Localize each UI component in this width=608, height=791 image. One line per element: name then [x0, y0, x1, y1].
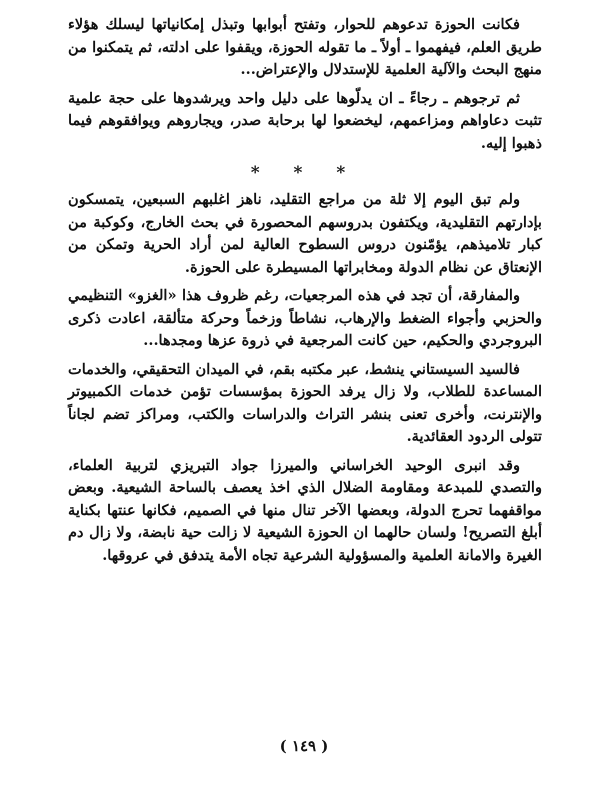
paragraph-2: [68, 88, 542, 156]
paragraph-3-text: ولم تبق اليوم إلا ثلة من مراجع التقليد، ناهز اغلبهم السبعين، يتمسكون بإدارتهم التقليدية، ويكتفون بدروسهم المحصورة في بحث الخارج، وكوكبة من كبار تلاميذهم، يؤمّنون دروس السطوح العالية لمن أراد الحرية وتمكن من الإنعتاق عن نظام الدولة ومخابراتها المسيطرة على الحوزة.: [68, 191, 542, 276]
paragraph-1-text: فكانت الحوزة تدعوهم للحوار، وتفتح أبوابها وتبذل إمكانياتها ليسلك هؤلاء طريق العلم، فيفهموا ـ أولاً ـ ما تقوله الحوزة، ويقفوا على ادلته، ثم يتمكنوا من منهج البحث والآلية العلمية للإستدلال والإعتراض...: [68, 16, 542, 78]
paragraph-6: [68, 455, 542, 568]
paragraph-6-text: وقد انبرى الوحيد الخراساني والميرزا جواد التبريزي لتربية العلماء، والتصدي للمبدعة ومقاومة الضلال الذي اخذ يعصف بالساحة الشيعية. وبعض مواقفهما تحرج الدولة، وبعضها الآخر تنال منها في الصميم، فكانها عنتها بكناية أبلغ التصريح! ولسان حالهما ان الحوزة الشيعية لا زالت حية نابضة، ولا زال دم الغيرة والامانة العلمية والمسؤولية الشرعية تجاه الأمة يتدفق في عروقها.: [68, 456, 542, 564]
paragraph-5-text: فالسيد السيستاني ينشط، عبر مكتبه بقم، في الميدان التحقيقي، والخدمات المساعدة للطلاب، ولا زال يرفد الحوزة بمؤسسات تؤمن خدمات الكمبيوتر والإنترنت، وأخرى تعنى بنشر التراث والدراسات والكتب، ومراكز تضم لجاناً تتولى الردود العقائدية.: [68, 360, 542, 445]
paragraph-5: [68, 359, 542, 449]
paragraph-1: [68, 14, 542, 82]
page-number: ( ١٤٩ ): [279, 737, 329, 755]
paragraph-3: [68, 189, 542, 279]
paragraph-4-text: والمفارقة، أن تجد في هذه المرجعيات، رغم ظروف هذا «الغزو» التنظيمي والحزبي وأجواء الضغط والإرهاب، نشاطاً وزخماً وحركة متألقة، اعادت ذكرى البروجردي والحكيم، حين كانت المرجعية في ذروة عزها ومجدها...: [68, 287, 542, 349]
paragraph-4: [68, 285, 542, 353]
book-page: [68, 14, 542, 734]
section-separator: * * *: [250, 163, 360, 183]
paragraph-2-text: ثم ترجوهم ـ رجاءً ـ ان يدلّوها على دليل واحد ويرشدوها على حجة علمية تثبت دعاواهم ومزاعمهم، ليخضعوا لها برحابة صدر، ويجاروهم ويوافقوهم فيما ذهبوا إليه.: [68, 89, 542, 152]
